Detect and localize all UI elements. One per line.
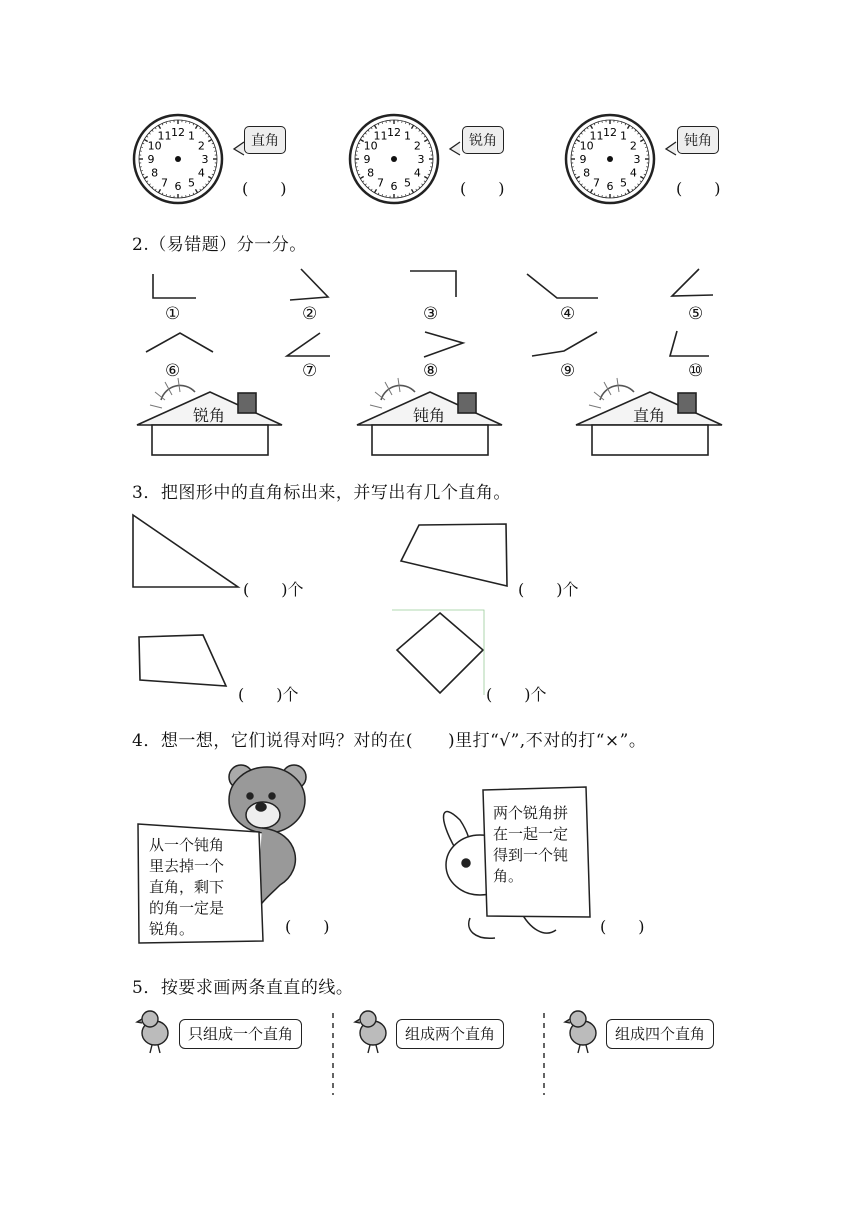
clock-number: 9 (147, 153, 155, 166)
clock-number: 2 (629, 139, 637, 153)
clock-number: 6 (606, 180, 614, 193)
q4-title: 4．想一想，它们说得对吗？对的在( )里打“√”,不对的打“×”。 (132, 731, 647, 751)
clock-number: 11 (589, 129, 604, 143)
task-pill-1: 只组成一个直角 (179, 1019, 302, 1049)
clock-tag-1: 直角 (244, 126, 286, 154)
clock-icon-2 (350, 115, 460, 203)
clock-number: 3 (201, 153, 209, 166)
chick-icon-3 (565, 1011, 596, 1053)
clock-number: 1 (620, 129, 627, 143)
quadrilateral (401, 524, 507, 586)
clock-answer-2[interactable]: ( ) (460, 179, 505, 198)
clock-number: 12 (603, 126, 617, 139)
angle-7 (287, 333, 330, 356)
angle-label-8: ⑧ (423, 361, 439, 381)
clock-number: 3 (633, 153, 641, 166)
q3-answer-4[interactable]: ( )个 (486, 685, 547, 704)
clock-number: 7 (593, 176, 600, 190)
rabbit-sign-line-2: 在一起一定 (493, 825, 569, 843)
angle-5 (672, 269, 713, 296)
diamond (397, 613, 483, 693)
clock-number: 4 (629, 166, 637, 180)
angle-label-2: ② (302, 304, 318, 324)
q3-answer-1[interactable]: ( )个 (243, 580, 304, 599)
angle-2 (290, 269, 328, 300)
q2-title: 2.（易错题）分一分。 (132, 235, 307, 255)
clock-number: 4 (197, 166, 205, 180)
clock-number: 5 (620, 176, 627, 190)
angle-9 (532, 332, 597, 356)
right-triangle (133, 515, 238, 587)
clock-number: 2 (197, 139, 205, 153)
q4-answer-2[interactable]: ( ) (600, 917, 645, 936)
bear-sign-line-5: 锐角。 (149, 920, 195, 938)
q3-answer-3[interactable]: ( )个 (238, 685, 299, 704)
clock-answer-3[interactable]: ( ) (676, 179, 721, 198)
angle-label-7: ⑦ (302, 361, 318, 381)
angle-10 (670, 331, 709, 356)
rabbit-sign-line-1: 两个锐角拼 (493, 804, 569, 822)
chick-icon-1 (137, 1011, 168, 1053)
clock-number: 6 (174, 180, 182, 193)
task-pill-3: 组成四个直角 (606, 1019, 714, 1049)
clock-number: 1 (404, 129, 411, 143)
trapezoid (139, 635, 226, 686)
angle-3 (410, 271, 456, 297)
rabbit-sign-line-3: 得到一个钝 (493, 846, 569, 864)
q4-answer-1[interactable]: ( ) (285, 917, 330, 936)
clock-number: 9 (363, 153, 371, 166)
angle-8 (424, 332, 463, 357)
q3-shapes (0, 500, 860, 700)
angle-6 (146, 333, 213, 352)
clock-number: 2 (413, 139, 421, 153)
clock-answer-1[interactable]: ( ) (242, 179, 287, 198)
angle-label-4: ④ (560, 304, 576, 324)
clock-number: 8 (367, 166, 375, 180)
angle-label-3: ③ (423, 304, 439, 324)
clock-number: 5 (404, 176, 411, 190)
clock-icon-1 (134, 115, 244, 203)
clock-number: 4 (413, 166, 421, 180)
angle-label-6: ⑥ (165, 361, 181, 381)
clock-number: 8 (583, 166, 591, 180)
clock-number: 7 (161, 176, 168, 190)
bear-sign-line-3: 直角，剩下 (149, 878, 225, 896)
clock-number: 10 (579, 139, 594, 153)
q5-title: 5．按要求画两条直直的线。 (132, 978, 354, 998)
clock-number: 1 (188, 129, 195, 143)
q4-illustration (0, 760, 860, 950)
task-pill-2: 组成两个直角 (396, 1019, 504, 1049)
clock-number: 12 (387, 126, 401, 139)
rabbit-sign-line-4: 角。 (493, 867, 524, 885)
bear-sign-line-1: 从一个钝角 (149, 836, 225, 854)
clock-icon-3 (566, 115, 676, 203)
angle-4 (527, 274, 598, 298)
clock-number: 3 (417, 153, 425, 166)
clock-number: 7 (377, 176, 384, 190)
q3-title: 3．把图形中的直角标出来，并写出有几个直角。 (132, 483, 511, 503)
clock-tag-2: 锐角 (462, 126, 504, 154)
house-label-right: 直角 (633, 406, 666, 425)
clocks-row (0, 100, 860, 210)
angle-label-5: ⑤ (688, 304, 704, 324)
chick-icon-2 (355, 1011, 386, 1053)
clock-number: 10 (147, 139, 162, 153)
q3-answer-2[interactable]: ( )个 (518, 580, 579, 599)
house-label-acute: 锐角 (193, 406, 226, 425)
clock-tag-3: 钝角 (677, 126, 719, 154)
clock-number: 11 (157, 129, 172, 143)
clock-number: 12 (171, 126, 185, 139)
angle-label-10: ⑩ (688, 361, 704, 381)
bear-sign-line-4: 的角一定是 (149, 899, 225, 917)
house-label-obtuse: 钝角 (413, 406, 446, 425)
bear-sign-text (149, 835, 224, 940)
clock-number: 11 (373, 129, 388, 143)
angle-label-1: ① (165, 304, 181, 324)
bear-sign-line-2: 里去掉一个 (149, 857, 225, 875)
clock-number: 8 (151, 166, 159, 180)
clock-number: 6 (390, 180, 398, 193)
angle-1 (153, 274, 196, 298)
angle-label-9: ⑨ (560, 361, 576, 381)
clock-number: 9 (579, 153, 587, 166)
clock-number: 5 (188, 176, 195, 190)
rabbit-sign-text (493, 803, 568, 887)
clock-number: 10 (363, 139, 378, 153)
angle-figures (0, 260, 860, 460)
